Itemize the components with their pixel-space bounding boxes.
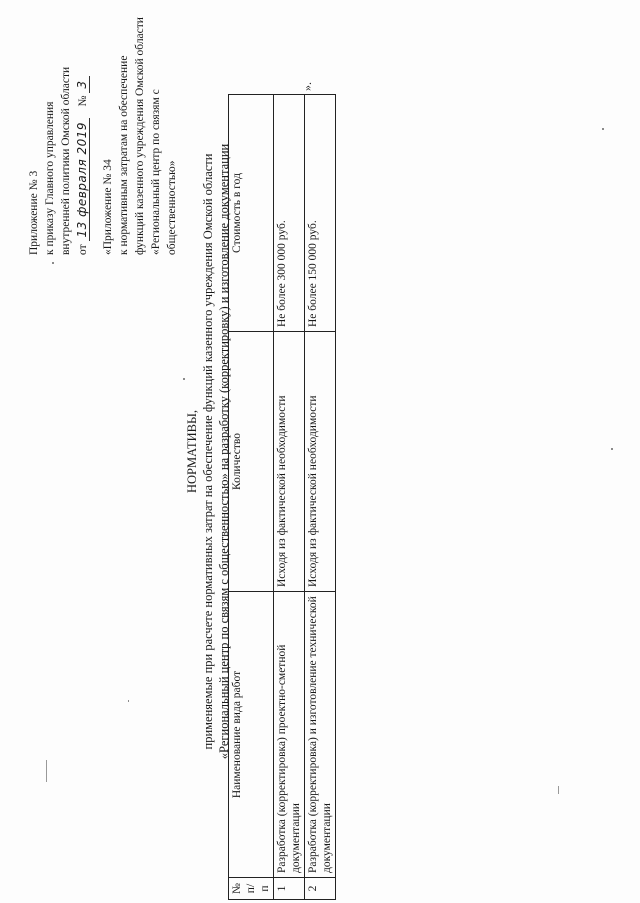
row-quantity: Исходя из фактической необходимости: [305, 332, 336, 592]
document-heading: [184, 0, 232, 903]
closing-quote: ».: [300, 82, 314, 91]
appendix-34-line-3: функций казенного учреждения Омской области: [134, 17, 146, 255]
scan-speck: [52, 262, 54, 264]
row-number: 2: [305, 878, 336, 900]
header-number-line-2: п/п: [245, 883, 271, 894]
header-cost: Стоимость в год: [229, 95, 274, 332]
appendix-34-line-5: общественностью»: [166, 160, 178, 255]
header-number-line-1: №: [231, 883, 243, 894]
date-prefix: от: [77, 244, 89, 255]
header-work-name: Наименование вида работ: [229, 592, 274, 878]
number-prefix: №: [77, 95, 89, 107]
scan-speck: [602, 128, 604, 130]
header-number: [229, 878, 274, 900]
appendix-3-date-line: [74, 67, 91, 255]
appendix-34-header: [100, 17, 180, 255]
appendix-3-department-line: внутренней политики Омской области: [60, 66, 72, 255]
handwritten-date: 13 февраля 2019: [75, 118, 90, 242]
row-work-name: Разработка (корректировка) проектно-сметной документации: [274, 592, 305, 878]
scan-speck: [183, 378, 185, 380]
row-cost: Не более 150 000 руб.: [305, 95, 336, 332]
row-cost: Не более 300 000 руб.: [274, 95, 305, 332]
scan-speck: [128, 700, 129, 702]
scan-speck: [611, 448, 613, 450]
heading-title: НОРМАТИВЫ,: [185, 409, 199, 494]
appendix-34-line-4: «Региональный центр по связям с: [150, 89, 162, 255]
row-quantity: Исходя из фактической необходимости: [274, 332, 305, 592]
appendix-3-header: [26, 67, 91, 255]
appendix-34-line-2: к нормативным затратам на обеспечение: [118, 55, 130, 255]
table-row: [274, 95, 305, 900]
norms-table: [228, 94, 336, 900]
table-row: [305, 95, 336, 900]
table-header-row: [229, 95, 274, 900]
appendix-3-title: Приложение № 3: [28, 170, 40, 255]
heading-line-3: «Региональный центр по связям с общественностью» на разработку (корректировку) и изготовление документации: [217, 143, 231, 760]
scan-speck: [46, 760, 47, 782]
row-work-name: Разработка (корректировка) и изготовление технической документации: [305, 592, 336, 878]
row-number: 1: [274, 878, 305, 900]
scan-speck: [558, 786, 559, 794]
handwritten-number: 3: [75, 76, 90, 92]
header-quantity: Количество: [229, 332, 274, 592]
appendix-34-title: «Приложение № 34: [102, 159, 114, 255]
appendix-3-order-line: к приказу Главного управления: [44, 101, 56, 255]
heading-line-2: применяемые при расчете нормативных затрат на обеспечение функций казенного учреждения Омской области: [201, 153, 215, 750]
